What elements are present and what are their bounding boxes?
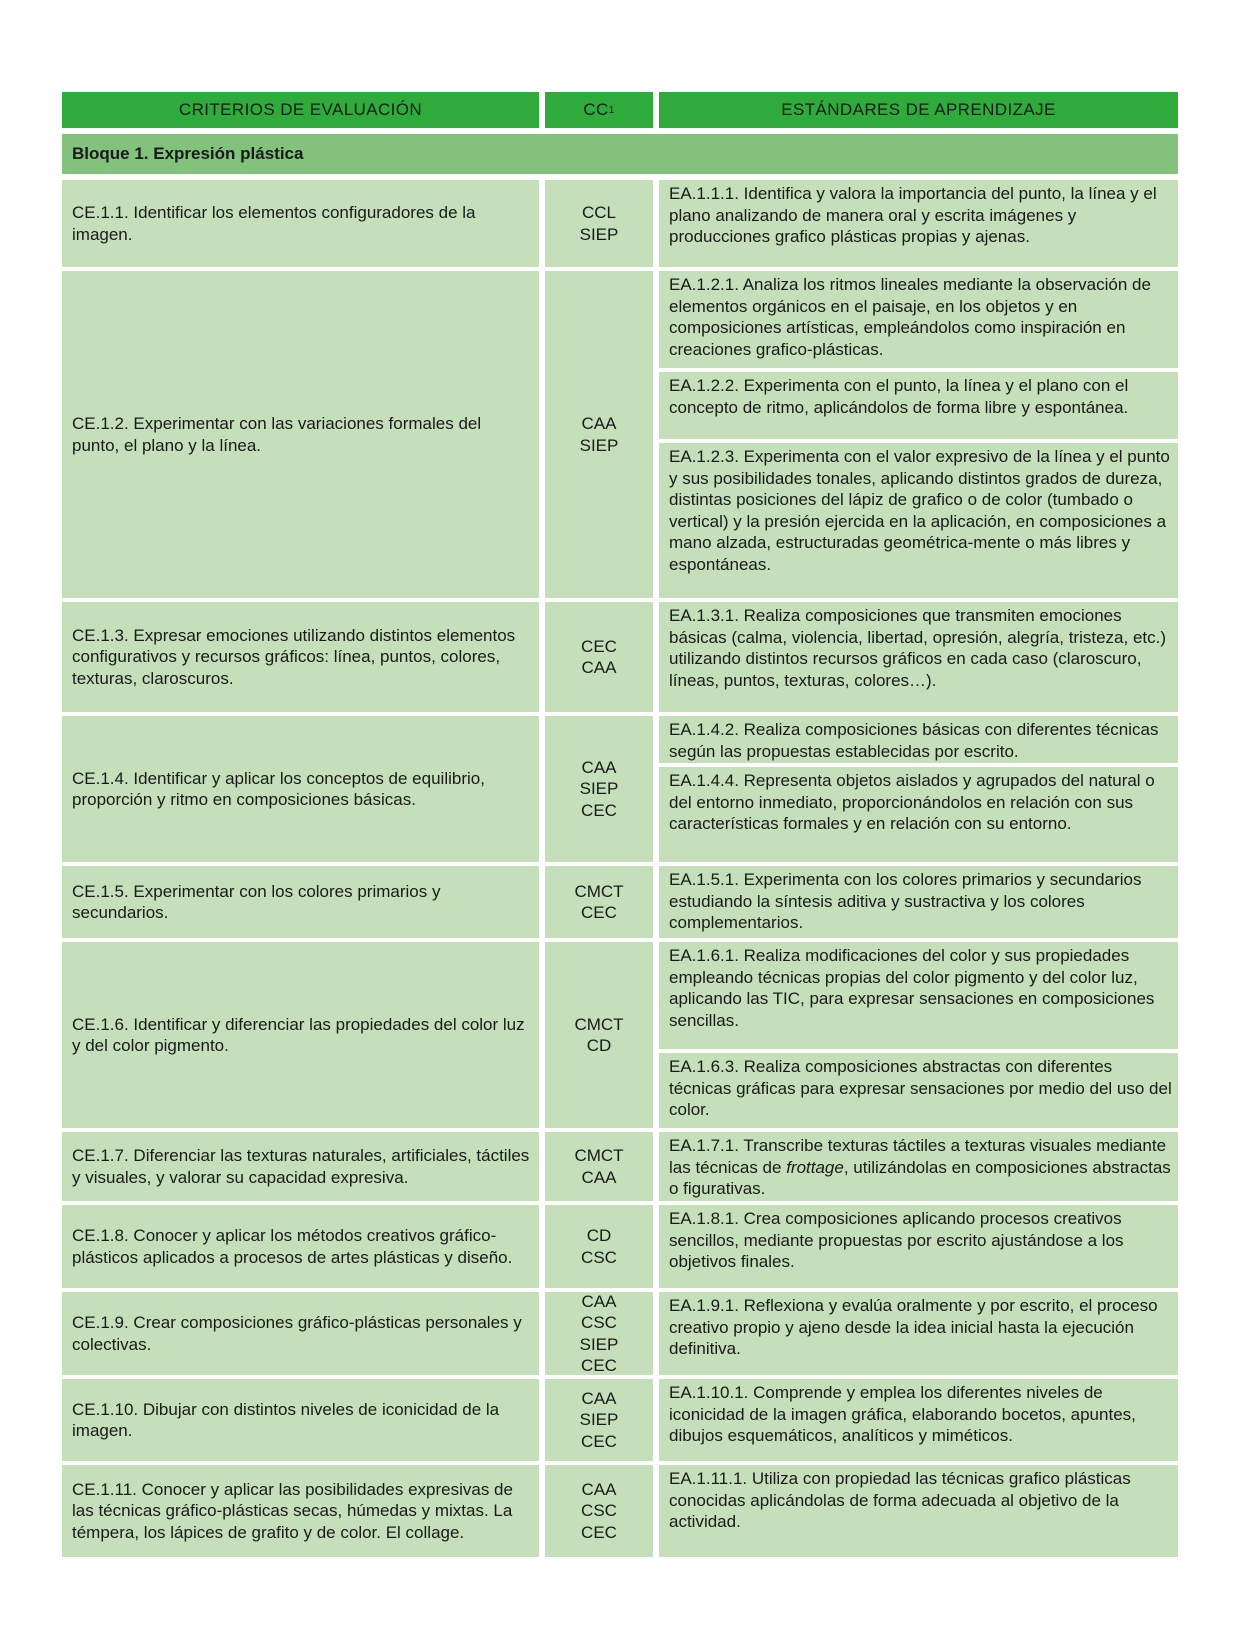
criterion-text: CE.1.7. Diferenciar las texturas naturales, artificiales, táctiles y visuales, y valorar su capacidad expresiva. (72, 1146, 530, 1187)
criterion-text: CE.1.5. Experimentar con los colores primarios y secundarios. (72, 881, 441, 922)
competency-code: CSC (581, 1313, 617, 1332)
standard-cell (659, 180, 1178, 267)
competency-code: CAA (581, 658, 617, 677)
standard-text: EA.1.4.4. Representa objetos aislados y agrupados del natural o del entorno inmediato, proporcionándolos en relación con sus características formales y en relación con su entorno. (669, 771, 1155, 833)
standard-text: EA.1.7.1. Transcribe texturas táctiles a texturas visuales mediante las técnicas de frottage, utilizándolas en composiciones abstractas o figurativas. (669, 1136, 1171, 1198)
standard-cell (659, 1379, 1178, 1461)
standard-cell (659, 942, 1178, 1049)
standard-cell (659, 443, 1178, 598)
competency-list (574, 1145, 623, 1188)
criterion-text: CE.1.10. Dibujar con distintos niveles de iconicidad de la imagen. (72, 1399, 500, 1440)
standard-cell (659, 866, 1178, 938)
competency-code: SIEP (579, 435, 619, 455)
competency-list (580, 202, 619, 245)
criterion-text: CE.1.3. Expresar emociones utilizando distintos elementos configurativos y recursos gráficos: línea, puntos, colores, texturas, claroscuros. (72, 625, 516, 688)
competency-code: SIEP (579, 779, 619, 799)
competency-code: SIEP (579, 224, 619, 244)
header-criteria-label: CRITERIOS DE EVALUACIÓN (178, 100, 423, 119)
competency-code: CAA (581, 1388, 617, 1408)
competencies-cell (545, 866, 653, 938)
competency-code: CAA (581, 414, 617, 433)
competency-code: CD (586, 1036, 612, 1055)
competencies-cell (545, 1292, 653, 1375)
competency-code: SIEP (579, 1410, 619, 1430)
header-cc (545, 92, 653, 128)
criterion-cell (62, 942, 539, 1128)
standard-text: EA.1.11.1. Utiliza con propiedad las técnicas grafico plásticas conocidas aplicándolas de forma adecuada al objetivo de la actividad. (669, 1469, 1131, 1531)
criterion-cell (62, 866, 539, 938)
standard-text: EA.1.6.1. Realiza modificaciones del color y sus propiedades empleando técnicas propias del color pigmento y del color luz, aplicando las TIC, para expresar sensaciones en composiciones sencillas. (669, 946, 1155, 1030)
competency-list (574, 1014, 623, 1057)
criterion-cell (62, 716, 539, 862)
competency-code: SIEP (579, 1334, 619, 1354)
competency-code: CAA (581, 1479, 617, 1499)
competency-code: CSC (581, 1501, 617, 1521)
competency-code: CSC (581, 1247, 617, 1267)
standard-cell (659, 602, 1178, 712)
standard-cell (659, 716, 1178, 763)
standard-text: EA.1.9.1. Reflexiona y evalúa oralmente y por escrito, el proceso creativo propio y ajeno desde la idea inicial hasta la ejecución definitiva. (669, 1296, 1158, 1358)
competency-code: CEC (581, 636, 617, 656)
criterion-text: CE.1.8. Conocer y aplicar los métodos creativos gráfico-plásticos aplicados a procesos de artes plásticas y diseño. (72, 1226, 513, 1267)
header-criteria (62, 92, 539, 128)
competency-list (580, 757, 619, 822)
criterion-cell (62, 1292, 539, 1375)
standard-text: EA.1.10.1. Comprende y emplea los diferentes niveles de iconicidad de la imagen gráfica, elaborando bocetos, apuntes, dibujos esquemáticos, analíticos y miméticos. (669, 1383, 1136, 1445)
criterion-cell (62, 180, 539, 267)
standard-text: EA.1.2.1. Analiza los ritmos lineales mediante la observación de elementos orgánicos en el paisaje, en los objetos y en composiciones artísticas, empleándolos como inspiración en creaciones grafico-plásticas. (669, 275, 1151, 359)
standard-text: EA.1.1.1. Identifica y valora la importancia del punto, la línea y el plano analizando de manera oral y escrita imágenes y producciones grafico plásticas propias y ajenas. (669, 184, 1157, 246)
competency-list (581, 1225, 617, 1268)
block-title: Bloque 1. Expresión plástica (62, 134, 1178, 174)
criterion-text: CE.1.6. Identificar y diferenciar las propiedades del color luz y del color pigmento. (72, 1014, 525, 1055)
competency-list (580, 1388, 619, 1453)
header-cc-footnote: 1 (608, 104, 615, 116)
standard-cell (659, 1205, 1178, 1288)
competencies-cell (545, 602, 653, 712)
criterion-text: CE.1.11. Conocer y aplicar las posibilidades expresivas de las técnicas gráfico-plásticas secas, húmedas y mixtas. La témpera, los lápices de grafito y de color. El collage. (72, 1479, 513, 1542)
competency-list (580, 413, 619, 456)
standard-text: EA.1.3.1. Realiza composiciones que transmiten emociones básicas (calma, violencia, libertad, opresión, alegría, tristeza, etc.) utilizando distintos recursos gráficos en cada caso (claroscuro, líneas, puntos, texturas, colores…). (669, 606, 1167, 690)
competencies-cell (545, 180, 653, 267)
competency-code: CEC (581, 903, 617, 922)
competency-code: CMCT (574, 881, 624, 901)
competency-code: CEC (581, 800, 617, 820)
competency-list (581, 636, 617, 679)
criterion-text: CE.1.2. Experimentar con las variaciones formales del punto, el plano y la línea. (72, 414, 482, 455)
standard-cell (659, 271, 1178, 368)
criterion-cell (62, 1205, 539, 1288)
standard-text: EA.1.2.2. Experimenta con el punto, la línea y el plano con el concepto de ritmo, aplicándolos de forma libre y espontánea. (669, 376, 1129, 417)
standard-cell (659, 1465, 1178, 1557)
criterion-cell (62, 1132, 539, 1201)
competencies-cell (545, 271, 653, 598)
competency-code: CD (586, 1226, 612, 1245)
criterion-cell (62, 602, 539, 712)
competency-list (580, 1291, 619, 1377)
criterion-cell (62, 271, 539, 598)
competency-code: CEC (581, 1522, 617, 1542)
competency-list (574, 881, 623, 924)
competencies-cell (545, 1205, 653, 1288)
standard-text: EA.1.5.1. Experimenta con los colores primarios y secundarios estudiando la síntesis aditiva y sustractiva y los colores complementarios. (669, 870, 1142, 932)
header-cc-label: CC (583, 100, 609, 119)
competencies-cell (545, 1465, 653, 1557)
standard-cell (659, 1053, 1178, 1128)
competency-code: CEC (581, 1356, 617, 1375)
competency-list (581, 1479, 617, 1544)
competency-code: CEC (581, 1431, 617, 1451)
standard-cell (659, 767, 1178, 862)
competency-code: CMCT (574, 1014, 624, 1034)
criterion-text: CE.1.4. Identificar y aplicar los conceptos de equilibrio, proporción y ritmo en composiciones básicas. (72, 768, 485, 809)
standard-cell (659, 1132, 1178, 1201)
standard-cell (659, 372, 1178, 439)
header-standards-label: ESTÁNDARES DE APRENDIZAJE (781, 100, 1056, 119)
standard-text: EA.1.2.3. Experimenta con el valor expresivo de la línea y el punto y sus posibilidades tonales, aplicando distintos grados de dureza, distintas posiciones del lápiz de grafico o de color (tumbado o vertical) y la presión ejercida en la aplicación, en composiciones a mano alzada, estructuradas geométrica-mente o más libres y espontáneas. (669, 447, 1170, 574)
competencies-cell (545, 1379, 653, 1461)
standard-text: EA.1.4.2. Realiza composiciones básicas con diferentes técnicas según las propuestas establecidas por escrito. (669, 720, 1159, 761)
competency-code: CAA (581, 1291, 617, 1311)
standard-text: EA.1.8.1. Crea composiciones aplicando procesos creativos sencillos, mediante propuestas por escrito ajustándose a los objetivos finales. (669, 1209, 1124, 1271)
competency-code: CMCT (574, 1146, 624, 1165)
competencies-cell (545, 716, 653, 862)
competency-code: CAA (581, 757, 617, 777)
criterion-text: CE.1.1. Identificar los elementos configuradores de la imagen. (72, 203, 476, 244)
criterion-text: CE.1.9. Crear composiciones gráfico-plásticas personales y colectivas. (72, 1313, 522, 1354)
competencies-cell (545, 1132, 653, 1201)
header-standards (659, 92, 1178, 128)
competency-code: CCL (581, 203, 616, 222)
criterion-cell (62, 1465, 539, 1557)
criterion-cell (62, 1379, 539, 1461)
competencies-cell (545, 942, 653, 1128)
standard-cell (659, 1292, 1178, 1375)
standard-text: EA.1.6.3. Realiza composiciones abstractas con diferentes técnicas gráficas para expresar sensaciones por medio del uso del color. (669, 1057, 1172, 1119)
competency-code: CAA (581, 1167, 617, 1187)
